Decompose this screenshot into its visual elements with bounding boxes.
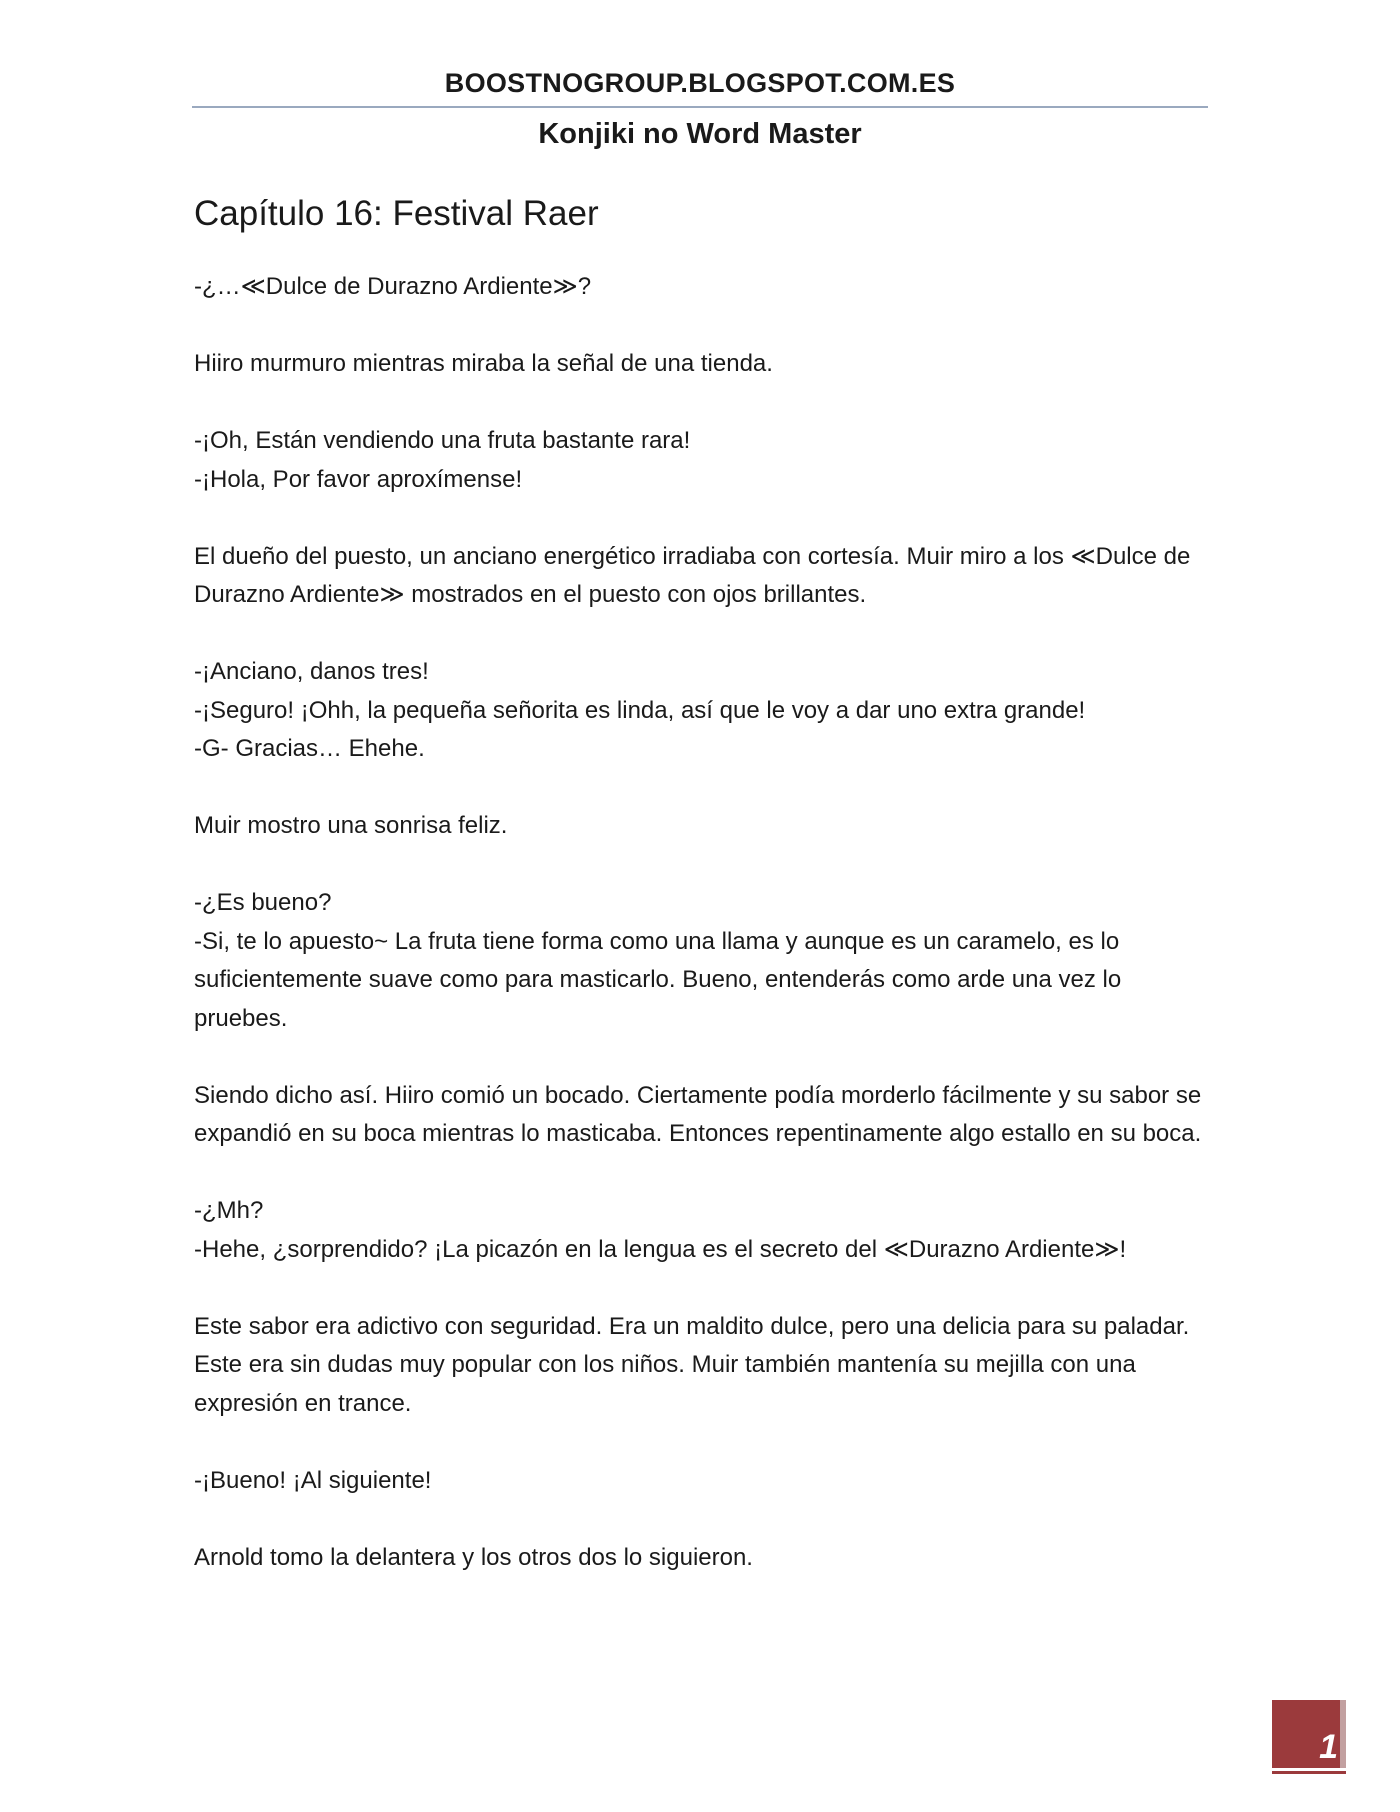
text-line: Este sabor era adictivo con seguridad. Era un maldito dulce, pero una delicia para su paladar. Este era sin dudas muy popular con los niños. Muir también mantenía su mejilla con una expresión en trance. <box>194 1312 1190 1417</box>
page-header <box>192 64 1208 154</box>
paragraph <box>194 268 1206 307</box>
paragraph <box>194 1192 1206 1269</box>
text-line: Siendo dicho así. Hiiro comió un bocado. Ciertamente podía morderlo fácilmente y su sabor se expandió en su boca mientras lo masticaba. Entonces repentinamente algo estallo en su boca. <box>194 1081 1202 1147</box>
text-line: Muir mostro una sonrisa feliz. <box>194 812 508 839</box>
paragraph <box>194 1077 1206 1154</box>
header-rule <box>192 106 1208 108</box>
text-line: -Hehe, ¿sorprendido? ¡La picazón en la lengua es el secreto del ≪Durazno Ardiente≫! <box>194 1235 1127 1263</box>
text-line: El dueño del puesto, un anciano energético irradiaba con cortesía. Muir miro a los ≪Dulce de Durazno Ardiente≫ mostrados en el puesto con ojos brillantes. <box>194 542 1191 608</box>
text-line: -¡Bueno! ¡Al siguiente! <box>194 1466 432 1494</box>
text-line: -G- Gracias… Ehehe. <box>194 735 425 762</box>
text-line: -¡Seguro! ¡Ohh, la pequeña señorita es linda, así que le voy a dar uno extra grande! <box>194 696 1086 724</box>
text-line: -Si, te lo apuesto~ La fruta tiene forma como una llama y aunque es un caramelo, es lo suficientemente suave como para masticarlo. Bueno, entenderás como arde una vez lo pruebes. <box>194 927 1122 1032</box>
text-line: Arnold tomo la delantera y los otros dos lo siguieron. <box>194 1543 753 1571</box>
chapter-title: Capítulo 16: Festival Raer <box>194 194 599 233</box>
paragraph <box>194 345 1206 384</box>
text-line: Hiiro murmuro mientras miraba la señal de una tienda. <box>194 350 773 377</box>
text-line: -¿Es bueno? <box>194 889 332 916</box>
paragraph <box>194 422 1206 499</box>
paragraph <box>194 653 1206 769</box>
text-line: -¡Oh, Están vendiendo una fruta bastante rara! <box>194 427 691 454</box>
text-line: -¿…≪Dulce de Durazno Ardiente≫? <box>194 273 592 300</box>
paragraph <box>194 1539 1206 1578</box>
text-line: -¿Mh? <box>194 1197 264 1224</box>
paragraph <box>194 884 1206 1038</box>
paragraph <box>194 807 1206 846</box>
paragraph <box>194 1462 1206 1501</box>
page-number: 1 <box>1319 1728 1338 1766</box>
text-line: -¡Hola, Por favor aproxímense! <box>194 465 523 493</box>
page-number-badge <box>1272 1700 1346 1768</box>
text-line: -¡Anciano, danos tres! <box>194 658 429 685</box>
badge-underline <box>1272 1771 1346 1774</box>
paragraph <box>194 1308 1206 1424</box>
site-name: BOOSTNOGROUP.BLOGSPOT.COM.ES <box>444 68 956 98</box>
paragraph <box>194 538 1206 615</box>
document-body <box>194 188 1206 1616</box>
series-title: Konjiki no Word Master <box>538 118 862 150</box>
